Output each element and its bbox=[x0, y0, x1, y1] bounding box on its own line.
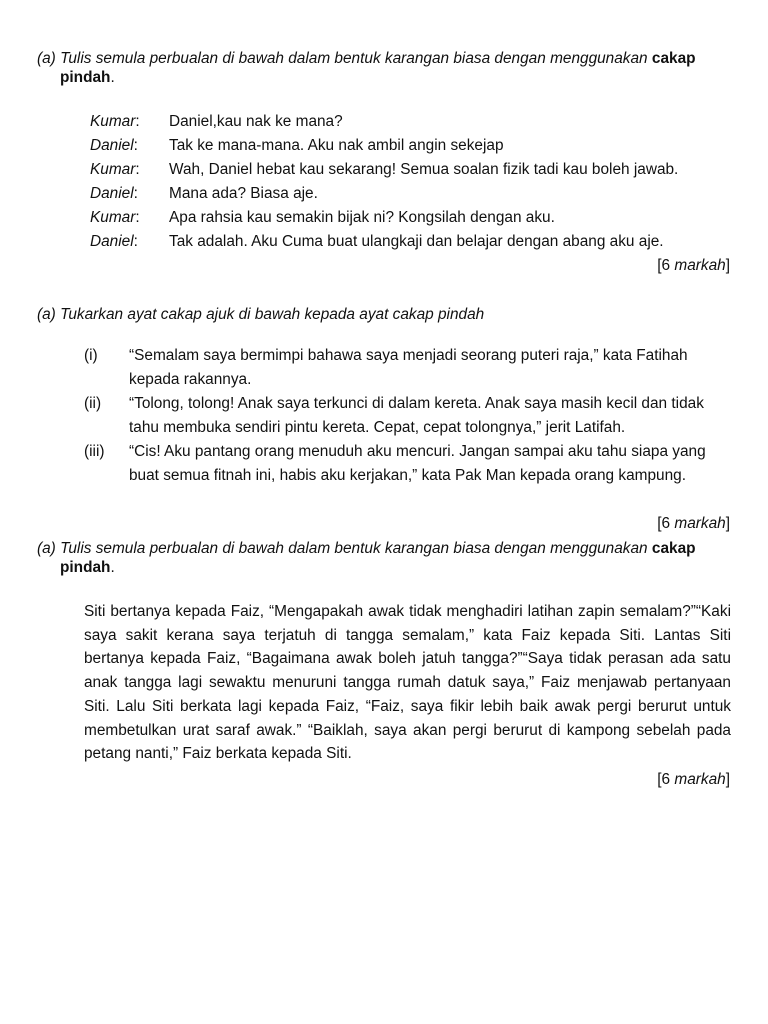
dialogue-line: Wah, Daniel hebat kau sekarang! Semua soalan fizik tadi kau boleh jawab. bbox=[169, 161, 679, 178]
question-3-marks: [6 markah] bbox=[657, 771, 730, 788]
question-2-label: (a) bbox=[37, 306, 56, 323]
dialogue-line: Tak adalah. Aku Cuma buat ulangkaji dan belajar dengan abang aku aje. bbox=[169, 233, 664, 250]
speaker-name: Kumar bbox=[90, 113, 136, 130]
item-text: “Cis! Aku pantang orang menuduh aku mencuri. Jangan sampai aku tahu siapa yang buat semua fitnah ini, habis aku kerjakan,” kata Pak Man kepada orang kampung. bbox=[129, 443, 706, 484]
dialogue-line: Mana ada? Biasa aje. bbox=[169, 185, 318, 202]
question-1-marks: [6 markah] bbox=[657, 257, 730, 274]
question-3-passage: Siti bertanya kepada Faiz, “Mengapakah awak tidak menghadiri latihan zapin semalam?”“Kaki saya sakit kerana saya terjatuh di tangga semalam,” kata Faiz kepada Siti. Lantas Siti bertanya kepada Faiz, “Bagaimana awak boleh jatuh tangga?”“Saya tidak perasan ada satu anak tangga lagi sewaktu menuruni tangga rumah datuk saya,” Faiz menjawab pertanyaan Siti. Lalu Siti berkata lagi kepada Faiz, “Faiz, saya fikir lebih baik awak pergi berurut untuk membetulkan urat saraf awak.” “Baiklah, saya akan pergi berurut di kampong sebelah pada petang nanti,” Faiz berkata kepada Siti. bbox=[84, 603, 731, 763]
speaker-name: Kumar bbox=[90, 161, 136, 178]
speaker-colon: : bbox=[133, 185, 138, 202]
speaker-colon: : bbox=[135, 209, 140, 226]
item-number: (ii) bbox=[84, 395, 102, 412]
question-2-instruction bbox=[37, 305, 733, 324]
question-3-bold-2: pindah bbox=[60, 559, 111, 576]
speaker-name: Kumar bbox=[90, 209, 136, 226]
question-3-text: Tulis semula perbualan di bawah dalam bentuk karangan biasa dengan menggunakan bbox=[60, 540, 648, 557]
question-3-bold-1: cakap bbox=[651, 540, 696, 557]
dialogue-line: Apa rahsia kau semakin bijak ni? Kongsilah dengan aku. bbox=[169, 209, 555, 226]
question-2-marks: [6 markah] bbox=[657, 515, 730, 532]
question-1-text: Tulis semula perbualan di bawah dalam bentuk karangan biasa dengan menggunakan bbox=[60, 50, 648, 67]
question-2-text: Tukarkan ayat cakap ajuk di bawah kepada ayat cakap pindah bbox=[60, 306, 485, 323]
question-3-instruction bbox=[37, 539, 733, 577]
speaker-name: Daniel bbox=[90, 233, 134, 250]
question-1-label: (a) bbox=[37, 50, 56, 67]
question-1-bold-1: cakap bbox=[651, 50, 696, 67]
speaker-colon: : bbox=[135, 161, 140, 178]
speaker-name: Daniel bbox=[90, 137, 134, 154]
speaker-name: Daniel bbox=[90, 185, 134, 202]
dialogue-line: Tak ke mana-mana. Aku nak ambil angin sekejap bbox=[169, 137, 504, 154]
dialogue-line: Daniel,kau nak ke mana? bbox=[169, 113, 343, 130]
item-text: “Tolong, tolong! Anak saya terkunci di dalam kereta. Anak saya masih kecil dan tidak tahu membuka sendiri pintu kereta. Cepat, cepat tolongnya,” jerit Latifah. bbox=[129, 395, 704, 436]
item-number: (iii) bbox=[84, 443, 105, 460]
item-text: “Semalam saya bermimpi bahawa saya menjadi seorang puteri raja,” kata Fatihah kepada rakannya. bbox=[129, 347, 688, 388]
question-1-bold-2: pindah bbox=[60, 69, 111, 86]
item-number: (i) bbox=[84, 347, 98, 364]
question-1-instruction bbox=[37, 49, 733, 87]
question-1-end: . bbox=[110, 69, 115, 86]
speaker-colon: : bbox=[133, 233, 138, 250]
question-3-label: (a) bbox=[37, 540, 56, 557]
question-3-end: . bbox=[110, 559, 115, 576]
speaker-colon: : bbox=[133, 137, 138, 154]
speaker-colon: : bbox=[135, 113, 140, 130]
